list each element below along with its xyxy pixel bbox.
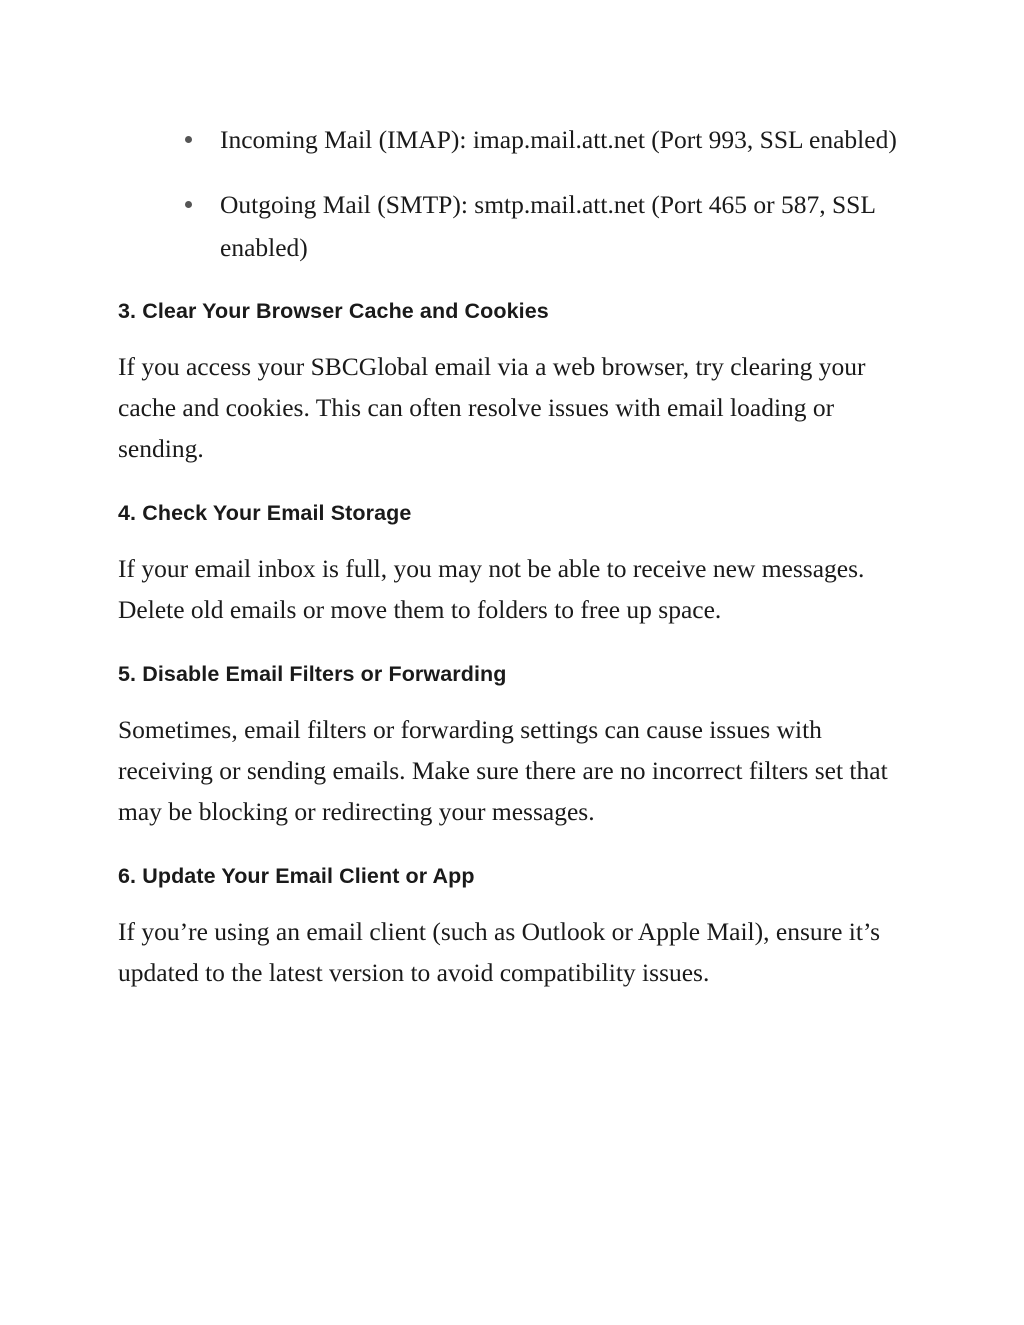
section-heading-6: 6. Update Your Email Client or App bbox=[118, 864, 475, 888]
section-body-5: Sometimes, email filters or forwarding settings can cause issues with receiving or sending emails. Make sure there are no incorrect filters set that may be blocking or redirecting your messages. bbox=[118, 715, 888, 826]
list-item-text: Outgoing Mail (SMTP): smtp.mail.att.net (Port 465 or 587, SSL enabled) bbox=[220, 190, 875, 262]
list-item-text: Incoming Mail (IMAP): imap.mail.att.net (Port 993, SSL enabled) bbox=[220, 125, 897, 154]
section-body-6: If you’re using an email client (such as Outlook or Apple Mail), ensure it’s updated to the latest version to avoid compatibility issues. bbox=[118, 917, 880, 987]
bullet-dot-icon bbox=[185, 136, 192, 143]
bullet-dot-icon bbox=[185, 201, 192, 208]
section-body-3: If you access your SBCGlobal email via a web browser, try clearing your cache and cookies. This can often resolve issues with email loading or sending. bbox=[118, 352, 866, 463]
section-heading-4: 4. Check Your Email Storage bbox=[118, 501, 412, 525]
section-heading-5: 5. Disable Email Filters or Forwarding bbox=[118, 662, 507, 686]
section-body-4: If your email inbox is full, you may not be able to receive new messages. Delete old emails or move them to folders to free up space. bbox=[118, 554, 865, 624]
section-heading-3: 3. Clear Your Browser Cache and Cookies bbox=[118, 299, 549, 323]
top-spacer bbox=[118, 110, 906, 118]
list-item bbox=[118, 118, 906, 161]
mail-server-settings-list bbox=[118, 118, 906, 269]
list-item bbox=[118, 183, 906, 269]
